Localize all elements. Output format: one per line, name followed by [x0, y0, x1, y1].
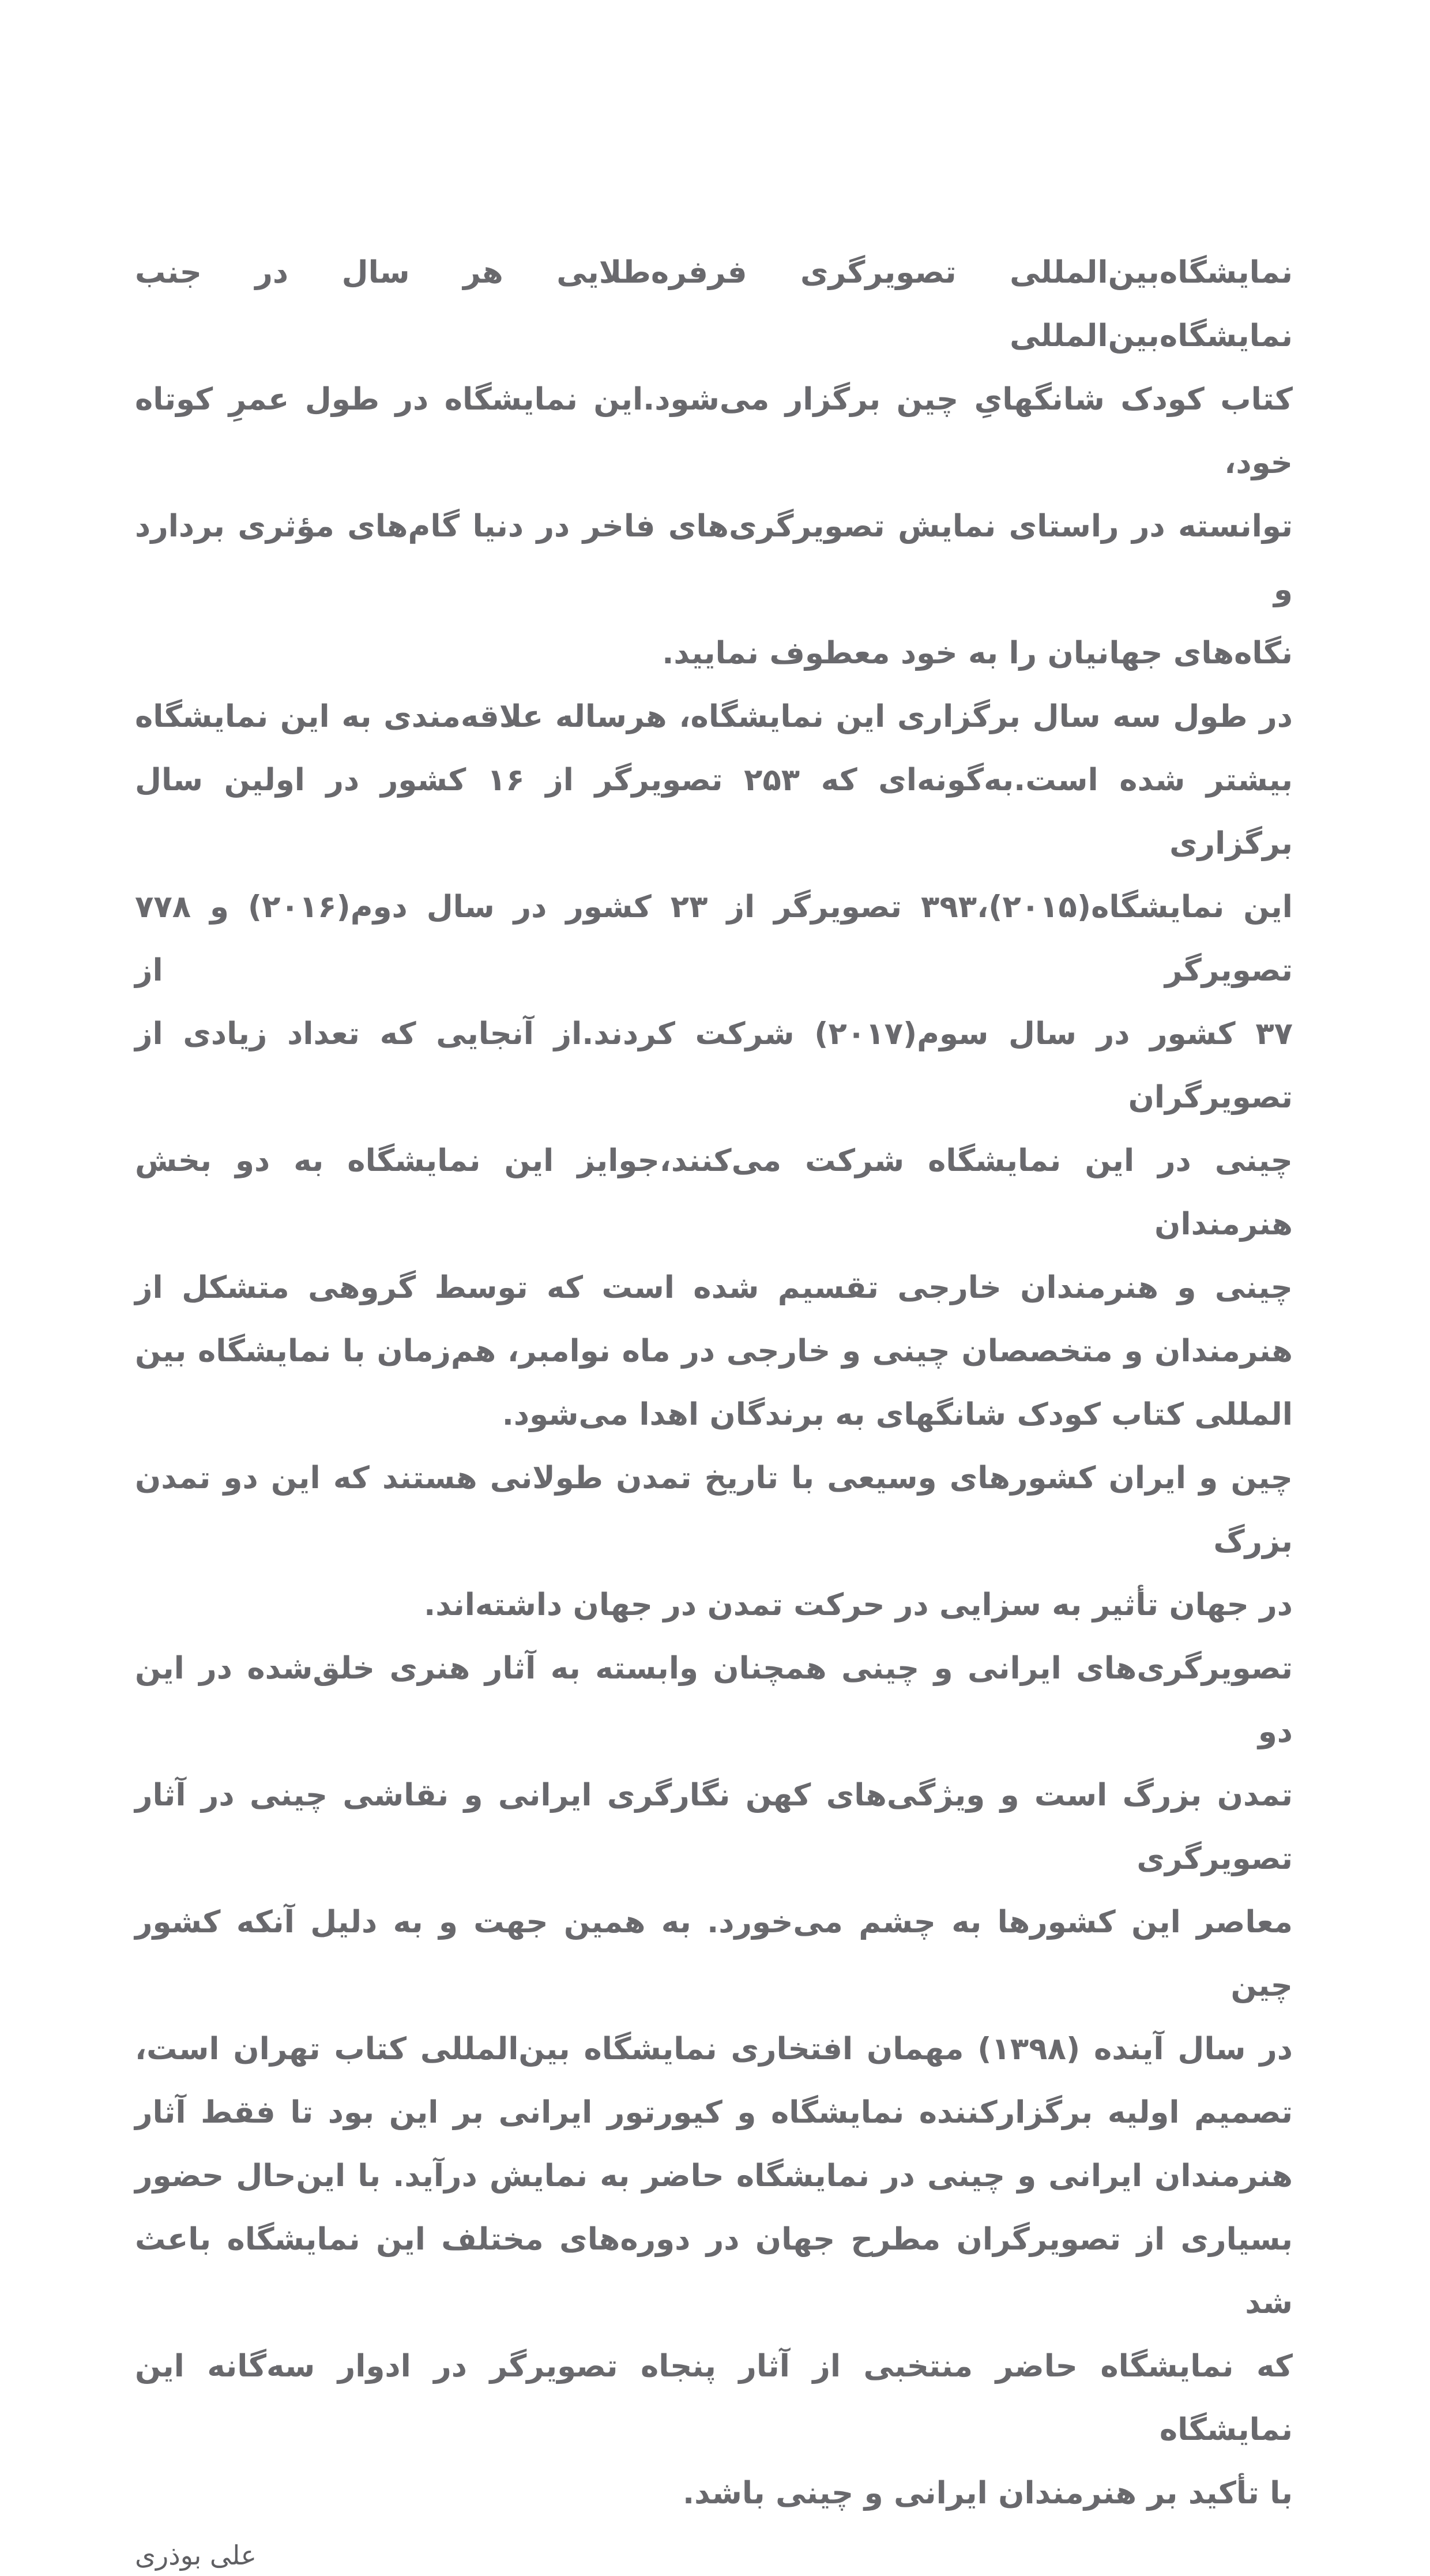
text-line: نگاه‌های جهانیان را به خود معطوف نمایید.	[662, 636, 1293, 671]
text-line: توانسته در راستای نمایش تصویرگری‌های فاخر در دنیا گام‌های مؤثری بردارد و	[135, 509, 1293, 607]
text-line: هنرمندان ایرانی و چینی در نمایشگاه حاضر به نمایش درآید. با این‌حال حضور	[135, 2158, 1293, 2194]
text-line: معاصر این کشورها به چشم می‌خورد. به همین جهت و به دلیل آنکه کشور چین	[135, 1905, 1293, 2003]
text-line: تمدن بزرگ است و ویژگی‌های کهن نگارگری ایرانی و نقاشی چینی در آثار تصویرگری	[135, 1778, 1293, 1876]
text-line: تصمیم اولیه برگزارکننده نمایشگاه و کیورتور ایرانی بر این بود تا فقط آثار	[135, 2095, 1293, 2130]
text-line: چینی و هنرمندان خارجی تقسیم شده است که توسط گروهی متشکل از	[135, 1270, 1293, 1305]
article-text-block	[135, 241, 1293, 2576]
text-line: هنرمندان و متخصصان چینی و خارجی در ماه نوامبر، هم‌زمان با نمایشگاه بین	[135, 1334, 1293, 1369]
text-line: در سال آینده (۱۳۹۸) مهمان افتخاری نمایشگاه بین‌المللی کتاب تهران است،	[135, 2031, 1293, 2067]
text-line: در جهان تأثیر به سزایی در حرکت تمدن در جهان داشته‌اند.	[424, 1587, 1293, 1623]
text-line: بیشتر شده است.به‌گونه‌ای که ۲۵۳ تصویرگر از ۱۶ کشور در اولین سال برگزاری	[135, 763, 1293, 861]
text-line: چین و ایران کشورهای وسیعی با تاریخ تمدن طولانی هستند که این دو تمدن بزرگ	[135, 1460, 1293, 1559]
text-line: المللی کتاب کودک شانگهای به برندگان اهدا می‌شود.	[502, 1397, 1293, 1432]
text-line: که نمایشگاه حاضر منتخبی از آثار پنجاه تصویرگر در ادوار سه‌گانه این نمایشگاه	[135, 2349, 1293, 2447]
text-line: تصویرگری‌های ایرانی و چینی همچنان وابسته به آثار هنری خلق‌شده در این دو	[135, 1651, 1293, 1749]
text-line: در طول سه سال برگزاری این نمایشگاه، هرساله علاقه‌مندی به این نمایشگاه	[135, 699, 1293, 734]
text-line: این نمایشگاه(۲۰۱۵)،۳۹۳ تصویرگر از ۲۳ کشور در سال دوم(۲۰۱۶) و ۷۷۸ تصویرگر از	[135, 889, 1293, 988]
text-line: با تأکید بر هنرمندان ایرانی و چینی باشد.	[683, 2476, 1293, 2511]
author-signature: علی بوذری	[135, 2540, 257, 2571]
text-line: نمایشگاه‌بین‌المللی تصویرگری فرفره‌طلایی هر سال در جنب نمایشگاه‌بین‌المللی	[135, 255, 1293, 354]
text-line: ۳۷ کشور در سال سوم(۲۰۱۷) شرکت کردند.از آنجایی که تعداد زیادی از تصویرگران	[135, 1016, 1293, 1115]
text-line: کتاب کودک شانگهایِ چین برگزار می‌شود.این نمایشگاه در طول عمرِ کوتاه خود،	[135, 382, 1293, 480]
text-line: چینی در این نمایشگاه شرکت می‌کنند،جوایز این نمایشگاه به دو بخش هنرمندان	[135, 1143, 1293, 1242]
text-line: بسیاری از تصویرگران مطرح جهان در دوره‌های مختلف این نمایشگاه باعث شد	[135, 2222, 1293, 2320]
